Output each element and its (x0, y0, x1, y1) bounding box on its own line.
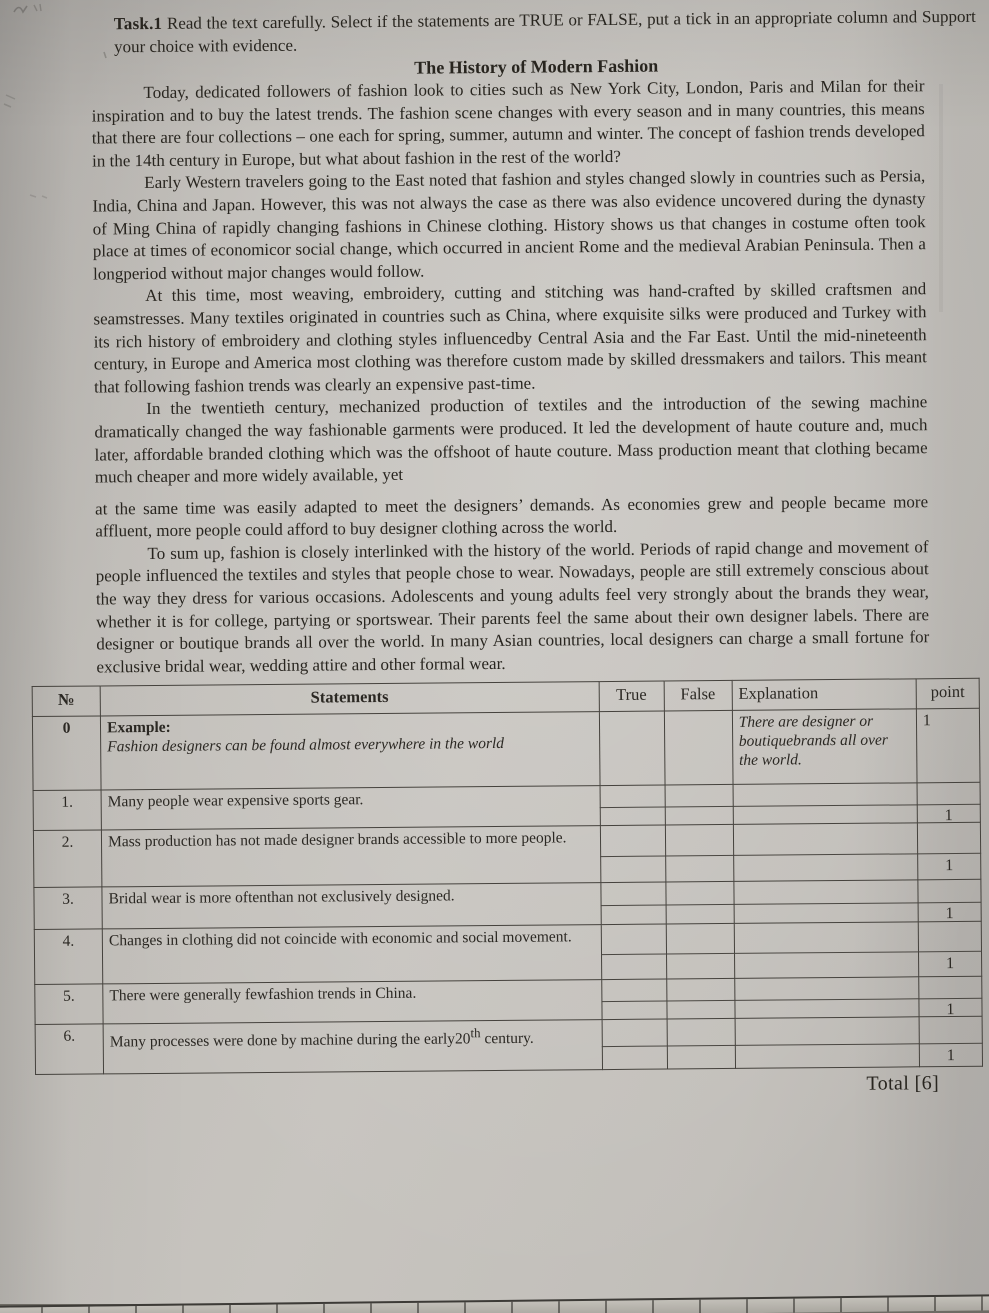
false-cell (666, 924, 735, 980)
point-cell (918, 880, 981, 923)
explanation-cell (735, 1017, 920, 1069)
explanation-cell (734, 922, 919, 979)
true-cell (600, 785, 665, 826)
explanation-cell (734, 977, 919, 1019)
example-true-cell (599, 711, 665, 786)
row-statement-suffix: century. (480, 1030, 534, 1048)
explanation-cell (733, 783, 918, 825)
example-explanation: There are designer or boutiquebrands all over the world. (732, 709, 917, 785)
page-bottom-edge (0, 1294, 989, 1313)
total-label: Total [6] (866, 1072, 940, 1096)
point-cell (919, 977, 982, 1018)
row-statement: There were generally fewfashion trends in China. (103, 980, 602, 1024)
col-header-statements: Statements (100, 682, 599, 716)
point-value: 1 (945, 954, 955, 972)
task-instructions (114, 5, 976, 59)
article-paragraph-6: To sum up, fashion is closely interlinked with the history of the world. Periods of rapid change and movement of people influenced the textiles and styles that people chose to wear. Nowadays, people are still extremely conscious about the way they dress for various occasions. Adolescents and young adults feel very strongly about the brands they wear, whether it is for college, partying or sportswear. Their parents feel the same about their own designer labels. There are designer or boutique brands all over the world. In many Asian countries, local designers can charge a small fortune for exclusive bridal wear, wedding attire and other formal wear. (95, 537, 930, 677)
true-cell (601, 924, 667, 980)
false-cell (665, 785, 733, 826)
article-paragraph-4: In the twentieth century, mechanized production of textiles and the introduction of the sewing machine dramatically changed the way fashionable garments were produced. It led the development of haute couture and, much later, affordable branded clothing which was the offshoot of haute couture. Mass production meant that clothing became much cheaper and more widely available, yet (94, 392, 928, 487)
point-cell (919, 1017, 983, 1068)
point-value: 1 (945, 856, 954, 874)
article-paragraph-3: At this time, most weaving, embroidery, cutting and stitching was hand-crafted by skilled craftsmen and seamstresses. Many textiles originated in countries such as China, where exquisite silks were produced and Turkey with its rich history of embroidery and clothing styles influencedby Central Asia and the Far East. Until the mid-nineteenth century, in Europe and America most clothing was therefore custom made by skilled dressmakers and tailors. This meant that following fashion trends was clearly an expensive past-time. (93, 279, 927, 397)
article-paragraph-2: Early Western travelers going to the East noted that fashion and styles changed slowly in countries such as Persia, India, China and Japan. However, this was not always the case as there was also evidence uncovered during the dynasty of Ming China of rapidly changing fashions in Chinese clothing. History shows us that changes in costume often took place at times of economicor social change, which occurred in ancient Rome and the medieval Arabian Peninsula. Then a longperiod without major changes would follow. (92, 166, 926, 284)
row-number: 4. (34, 929, 103, 985)
col-header-point: point (916, 679, 979, 710)
point-value: 1 (945, 905, 954, 923)
col-header-false: False (664, 681, 732, 712)
task-label: Task.1 (113, 13, 163, 34)
statement-row-6 (35, 1017, 982, 1075)
true-cell (600, 825, 666, 883)
row-statement-prefix: Many processes were done by machine during the early20 (109, 1030, 471, 1051)
example-label: Example: (107, 719, 171, 737)
example-point: 1 (916, 709, 980, 784)
explanation-cell (733, 823, 918, 882)
col-header-explanation: Explanation (732, 679, 916, 711)
point-cell (918, 922, 982, 978)
statements-table (32, 678, 983, 1075)
example-false-cell (664, 711, 733, 786)
point-value: 1 (946, 1046, 955, 1064)
row-statement: Mass production has not made designer brands accessible to more people. (101, 826, 600, 887)
col-header-num: № (32, 686, 100, 717)
row-statement-superscript: th (470, 1025, 481, 1041)
true-cell (601, 979, 666, 1020)
article-paragraph-5: at the same time was easily adapted to meet the designers’ demands. As economies grew and people became more affluent, more people could afford to buy designer clothing across the world. (95, 491, 929, 541)
true-cell (602, 1019, 667, 1070)
scan-streak (939, 84, 943, 312)
statement-row-2 (33, 823, 980, 888)
row-statement: Bridal wear is more oftenthan not exclusively designed. (102, 883, 601, 929)
row-statement (103, 1020, 602, 1074)
row-number: 1. (33, 790, 101, 831)
false-cell (667, 1019, 735, 1070)
row-number: 2. (33, 830, 102, 888)
row-number: 3. (34, 887, 102, 930)
task-instructions-text: Read the text carefully. Select if the statements are TRUE or FALSE, put a tick in an appropriate column and Support your choice with evidence. (113, 6, 976, 57)
row-number: 6. (35, 1024, 103, 1075)
true-cell (600, 882, 665, 925)
article-paragraph-1: Today, dedicated followers of fashion look to cities such as New York City, London, Paris and Milan for their inspiration and to buy the latest trends. The fashion scene changes with every season and in many countries, this means that there are four collections – one each for spring, summer, autumn and winter. The concept of fashion trends developed in the 14th century in Europe, but what about fashion in the rest of the world? (91, 76, 925, 171)
row-number: 5. (35, 984, 103, 1025)
example-number: 0 (32, 716, 101, 791)
col-header-true: True (599, 681, 664, 712)
example-statement-text: Fashion designers can be found almost everywhere in the world (107, 735, 505, 756)
row-statement: Many people wear expensive sports gear. (101, 786, 600, 830)
example-row (32, 709, 980, 791)
point-cell (917, 783, 980, 824)
example-statement (100, 712, 599, 790)
point-value: 1 (946, 1001, 955, 1019)
row-statement: Changes in clothing did not coincide with economic and social movement. (102, 925, 601, 984)
point-value: 1 (944, 807, 953, 825)
explanation-cell (734, 880, 919, 924)
false-cell (666, 979, 734, 1020)
statement-row-4 (34, 922, 981, 985)
false-cell (666, 882, 734, 925)
point-cell (917, 823, 981, 881)
false-cell (665, 825, 734, 883)
article-title: The History of Modern Fashion (414, 55, 659, 78)
